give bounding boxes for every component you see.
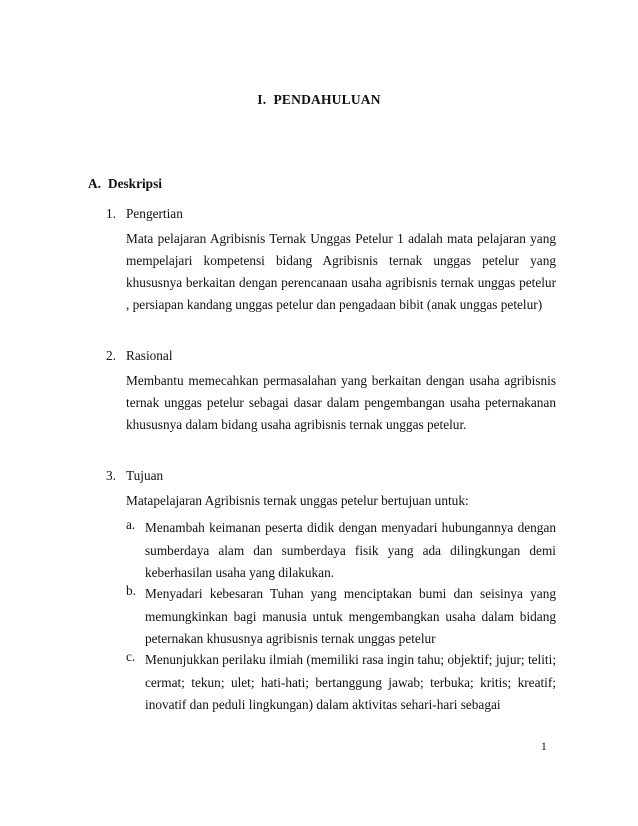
item-number: 2. [106,348,116,363]
chapter-number: I. [257,92,267,107]
sub-item-letter: a. [126,517,136,532]
item-heading: Pengertian [126,206,183,221]
sub-item-text: Menambah keimanan peserta didik dengan menyadari hubungannya dengan sumberdaya alam dan sumberdaya fisik yang ada dilingkungan demi keberhasilan usaha yang dilakukan. [145,520,556,581]
item-heading: Rasional [126,348,173,363]
chapter-title-text: PENDAHULUAN [273,92,381,107]
item-paragraph: Membantu memecahkan permasalahan yang berkaitan dengan usaha agribisnis ternak unggas petelur sebagai dasar dalam pengembangan usaha peternakanan khususnya dalam bidang usaha agribisnis ternak unggas petelur. [126,373,556,432]
item-number: 3. [106,468,116,483]
item-number: 1. [106,206,116,221]
item-paragraph: Matapelajaran Agribisnis ternak unggas petelur bertujuan untuk: [126,493,469,508]
page-number: 1 [541,741,547,753]
sub-item-letter: c. [126,649,136,664]
chapter-title [0,92,638,108]
item-paragraph: Mata pelajaran Agribisnis Ternak Unggas Petelur 1 adalah mata pelajaran yang mempelajari kompetensi bidang Agribisnis ternak unggas petelur yang khususnya berkaitan dengan perencanaan usaha agribisnis ternak unggas petelur , persiapan kandang unggas petelur dan pengadaan bibit (anak unggas petelur) [126,231,556,312]
sub-item-text: Menyadari kebesaran Tuhan yang menciptakan bumi dan seisinya yang memungkinkan bagi manusia untuk mengembangkan usaha dalam bidang peternakan khususnya agribisnis ternak unggas petelur [145,586,556,647]
section-heading [88,176,162,192]
sub-item-letter: b. [126,583,136,598]
section-letter: A. [88,176,101,191]
section-title: Deskripsi [108,176,162,191]
item-heading: Tujuan [126,468,164,483]
sub-item-text: Menunjukkan perilaku ilmiah (memiliki rasa ingin tahu; objektif; jujur; teliti; cermat; tekun; ulet; hati-hati; bertanggung jawab; terbuka; kritis; kreatif; inovatif dan peduli lingkungan) dalam aktivitas sehari-hari sebagai [145,652,557,713]
